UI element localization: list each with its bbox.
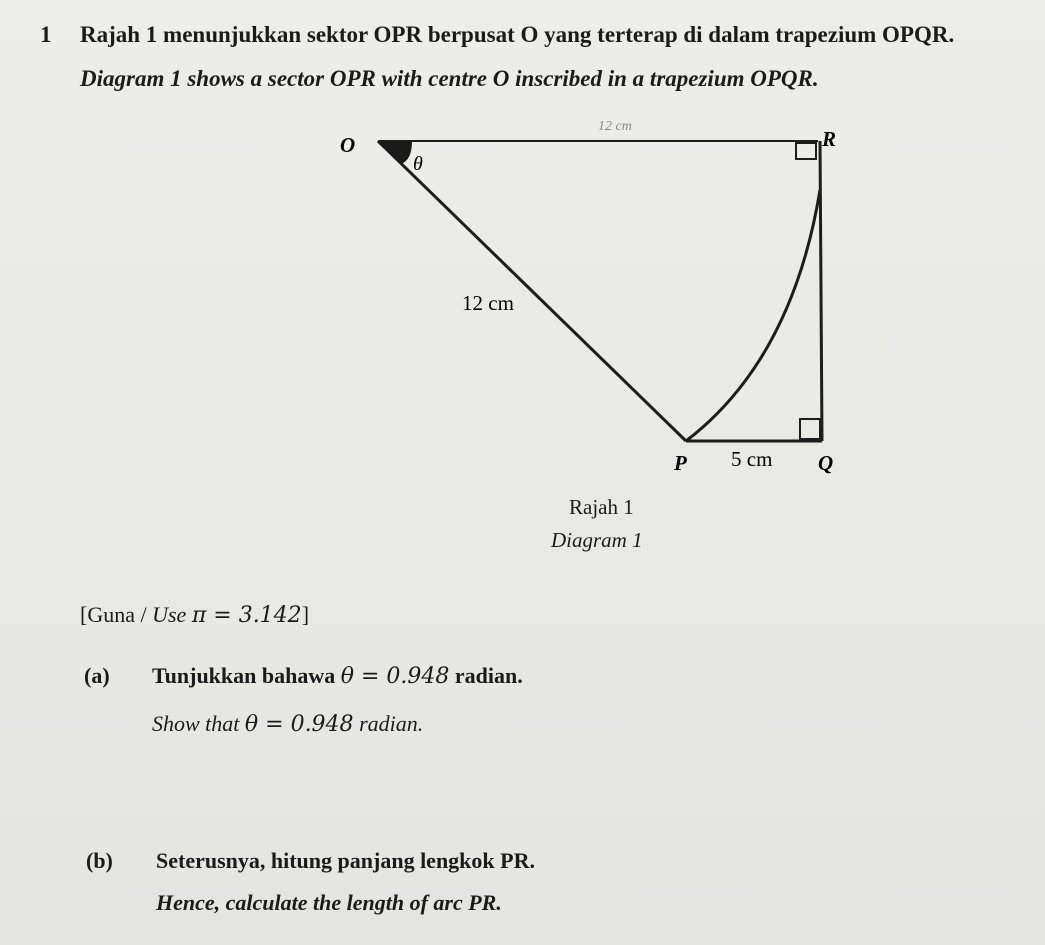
- diagram-caption-malay: Rajah 1: [569, 495, 634, 519]
- part-a-english-text: Show that: [152, 711, 240, 736]
- part-a-malay-math: θ = 0.948: [340, 664, 450, 689]
- label-Q: Q: [818, 451, 834, 475]
- part-b-malay: Seterusnya, hitung panjang lengkok PR.: [156, 848, 535, 873]
- right-angle-R: [796, 143, 816, 159]
- part-b-label: (b): [86, 848, 113, 873]
- pi-note-use: Use: [152, 602, 187, 627]
- side-OP: [378, 141, 686, 441]
- question-number: 1: [40, 22, 52, 47]
- part-a-malay: [152, 663, 523, 689]
- pi-note: [80, 602, 309, 628]
- trapezium-diagram: [300, 100, 880, 490]
- label-O: O: [340, 133, 356, 157]
- pi-note-suffix: ]: [301, 602, 310, 627]
- diagram-caption-english: Diagram 1: [551, 528, 643, 552]
- question-text-english: Diagram 1 shows a sector OPR with centre O inscribed in a trapezium OPQR.: [80, 66, 819, 91]
- part-a-english: [152, 711, 423, 737]
- angle-theta-marker: [378, 141, 412, 164]
- right-angle-Q: [800, 419, 820, 439]
- part-a-malay-text: Tunjukkan bahawa: [152, 663, 336, 688]
- side-RQ: [820, 141, 822, 441]
- part-a-label: (a): [84, 663, 110, 688]
- label-P: P: [674, 451, 687, 475]
- part-b-english: Hence, calculate the length of arc PR.: [156, 890, 502, 915]
- label-R: R: [822, 127, 837, 151]
- question-text-malay: Rajah 1 menunjukkan sektor OPR berpusat O yang terterap di dalam trapezium OPQR.: [80, 22, 955, 47]
- pi-value: π = 3.142: [191, 603, 302, 628]
- part-a-english-math: θ = 0.948: [244, 712, 354, 737]
- part-a-malay-tail: radian.: [454, 663, 523, 688]
- pi-note-prefix: [Guna /: [80, 602, 153, 627]
- label-theta: θ: [413, 153, 423, 175]
- label-PQ-length: 5 cm: [731, 447, 773, 471]
- part-a-english-tail: radian.: [359, 711, 424, 736]
- label-OP-length: 12 cm: [462, 291, 514, 315]
- arc-PR: [686, 190, 820, 441]
- handwritten-OR-length: 12 cm: [598, 119, 632, 134]
